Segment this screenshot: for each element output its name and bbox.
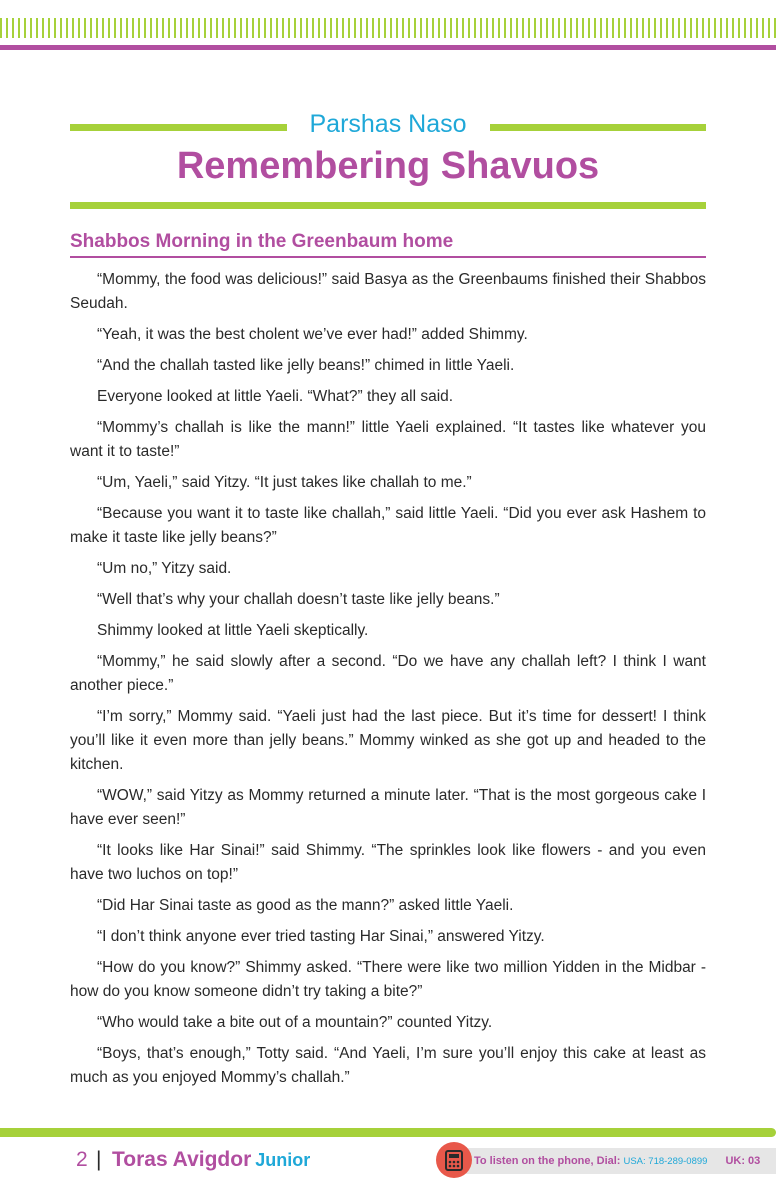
- footer-bar: [0, 1128, 776, 1137]
- section-rule: [70, 256, 706, 258]
- usa-phone-number[interactable]: USA: 718-289-0899: [623, 1156, 708, 1167]
- paragraph: “Did Har Sinai taste as good as the mann?” asked little Yaeli.: [97, 897, 514, 914]
- page-number: 2: [76, 1148, 88, 1171]
- paragraph: “Well that’s why your challah doesn’t taste like jelly beans.”: [97, 591, 500, 608]
- paragraph: “Mommy, the food was delicious!” said Basya as the Greenbaums finished their Shabbos Seudah.: [70, 271, 706, 312]
- phone-info: [474, 1153, 760, 1170]
- section-heading: Shabbos Morning in the Greenbaum home: [70, 231, 454, 252]
- page-separator: |: [96, 1148, 102, 1171]
- brand-junior: Junior: [255, 1150, 311, 1170]
- parsha-subtitle: Parshas Naso: [309, 110, 467, 138]
- header-rule-bottom: [70, 202, 706, 209]
- paragraph: “Yeah, it was the best cholent we’ve ever had!” added Shimmy.: [97, 326, 528, 343]
- top-rule: [0, 45, 776, 50]
- paragraph: “And the challah tasted like jelly beans!” chimed in little Yaeli.: [97, 357, 515, 374]
- paragraph: “Mommy’s challah is like the mann!” little Yaeli explained. “It tastes like whatever you want it to taste!”: [70, 419, 706, 460]
- paragraph: “Um no,” Yitzy said.: [97, 560, 232, 577]
- paragraph: Shimmy looked at little Yaeli skeptically.: [97, 622, 369, 639]
- paragraph: “How do you know?” Shimmy asked. “There were like two million Yidden in the Midbar - how do you know someone didn’t try taking a bite?”: [70, 959, 706, 1000]
- top-tick-border: [0, 18, 776, 38]
- paragraph: “Boys, that’s enough,” Totty said. “And Yaeli, I’m sure you’ll enjoy this cake at least as much as you enjoyed Mommy’s challah.”: [70, 1045, 706, 1086]
- phone-icon: [436, 1142, 472, 1178]
- paragraph: “I’m sorry,” Mommy said. “Yaeli just had the last piece. But it’s time for dessert! I think you’ll like it even more than jelly beans.” Mommy winked as she got up and headed to the kitchen.: [70, 708, 706, 773]
- uk-phone-label[interactable]: UK: 03: [725, 1155, 761, 1167]
- story-body: [70, 268, 706, 1097]
- page-title: Remembering Shavuos: [176, 145, 600, 187]
- paragraph: “Because you want it to taste like challah,” said little Yaeli. “Did you ever ask Hashem to make it taste like jelly beans?”: [70, 505, 706, 546]
- paragraph: “WOW,” said Yitzy as Mommy returned a minute later. “That is the most gorgeous cake I have ever seen!”: [70, 787, 706, 828]
- paragraph: “Mommy,” he said slowly after a second. “Do we have any challah left? I think I want another piece.”: [70, 653, 706, 694]
- paragraph: “I don’t think anyone ever tried tasting Har Sinai,” answered Yitzy.: [97, 928, 545, 945]
- phone-label: To listen on the phone, Dial:: [474, 1155, 621, 1167]
- paragraph: “Who would take a bite out of a mountain?” counted Yitzy.: [97, 1014, 493, 1031]
- paragraph: Everyone looked at little Yaeli. “What?” they all said.: [97, 388, 454, 405]
- brand-main: Toras Avigdor: [112, 1148, 252, 1171]
- paragraph: “It looks like Har Sinai!” said Shimmy. “The sprinkles look like flowers - and you even have two luchos on top!”: [70, 842, 706, 883]
- brand-logo: [112, 1146, 310, 1174]
- paragraph: “Um, Yaeli,” said Yitzy. “It just takes like challah to me.”: [97, 474, 472, 491]
